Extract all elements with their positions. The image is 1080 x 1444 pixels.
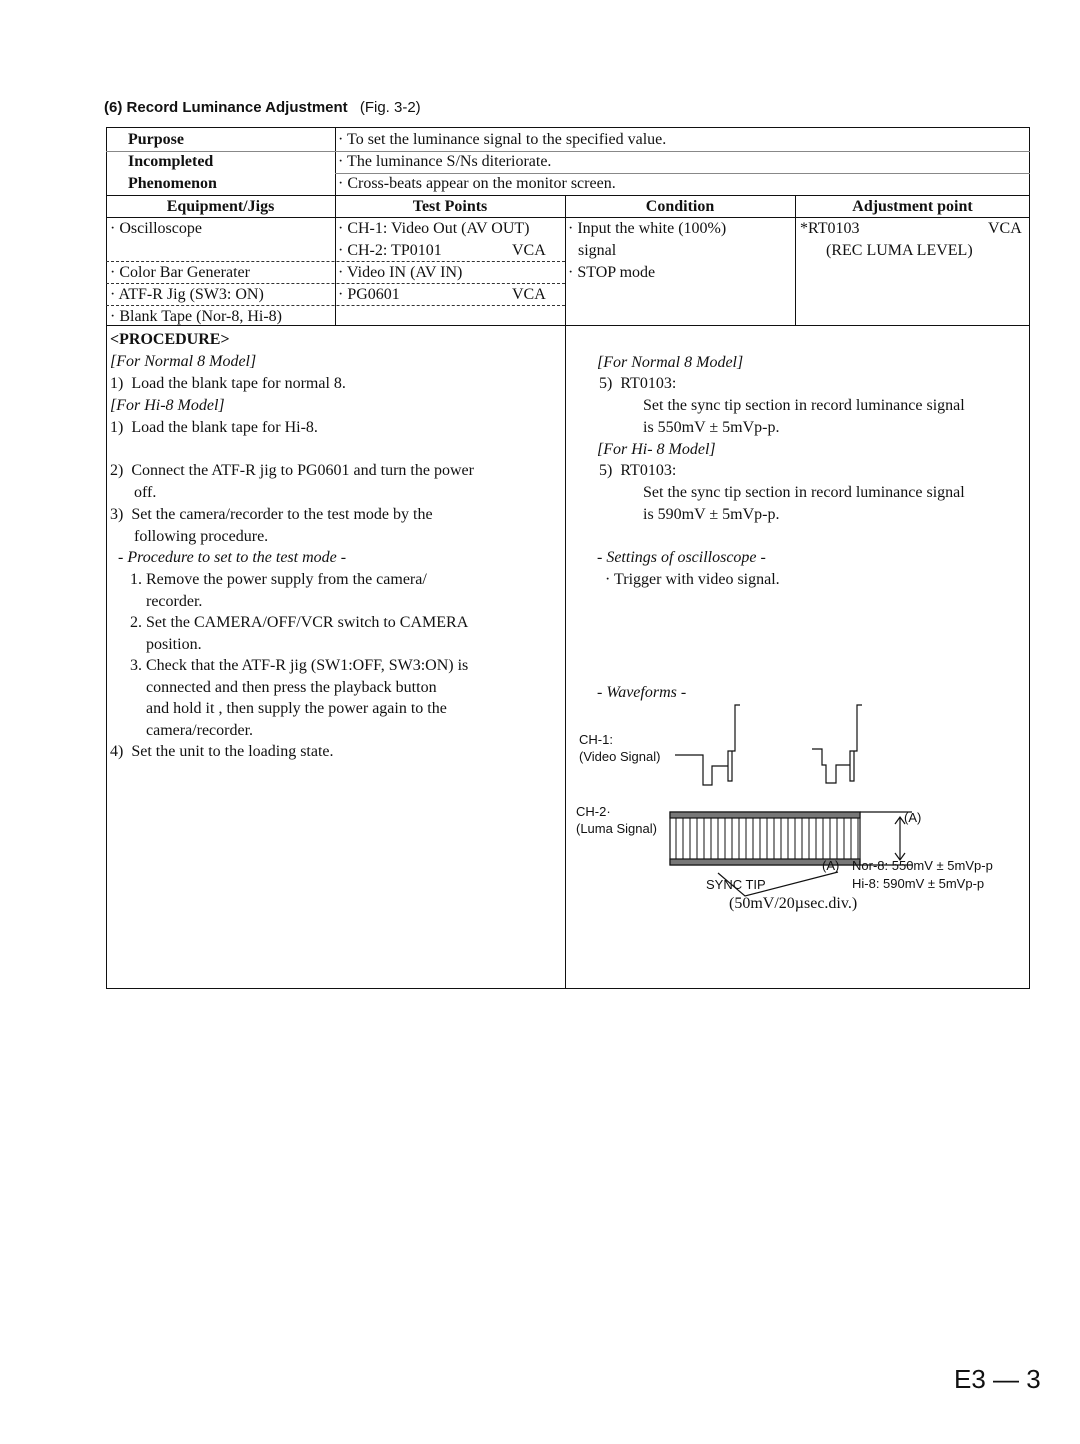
test-point-tag: VCA xyxy=(512,242,546,259)
procedure-line: 4) Set the unit to the loading state. xyxy=(110,743,334,760)
header-test-points: Test Points xyxy=(412,198,488,215)
procedure-line: [For Hi- 8 Model] xyxy=(597,441,716,458)
procedure-line: off. xyxy=(110,484,157,501)
procedure-line: 1) Load the blank tape for Hi-8. xyxy=(110,419,318,436)
section-title: Record Luminance Adjustment xyxy=(126,99,348,116)
procedure-line: is 550mV ± 5mVp-p. xyxy=(643,419,780,436)
test-point: · Video IN (AV IN) xyxy=(338,264,463,281)
ch1-waveform xyxy=(675,705,740,785)
procedure-line: recorder. xyxy=(110,593,203,610)
test-point: · CH-2: TP0101 xyxy=(338,242,442,259)
procedure-line: 2. Set the CAMERA/OFF/VCR switch to CAMERA xyxy=(110,614,469,631)
equipment-item: · ATF-R Jig (SW3: ON) xyxy=(110,286,264,303)
ch2-sub: (Luma Signal) xyxy=(576,821,657,836)
ch1-label: CH-1: xyxy=(579,732,613,747)
purpose-label: Purpose xyxy=(128,131,184,148)
procedure-line: following procedure. xyxy=(110,528,269,545)
procedure-line: 2) Connect the ATF-R jig to PG0601 and turn the power xyxy=(110,462,474,479)
procedure-line: · Trigger with video signal. xyxy=(605,571,780,588)
procedure-line: 5) RT0103: xyxy=(599,462,677,479)
equipment-item: · Oscilloscope xyxy=(110,220,202,237)
figure-ref: (Fig. 3-2) xyxy=(359,99,421,116)
procedure-line: 5) RT0103: xyxy=(599,375,677,392)
dashed-divider xyxy=(106,305,565,306)
purpose-text: · To set the luminance signal to the specified value. xyxy=(338,131,667,148)
header-equipment: Equipment/Jigs xyxy=(166,198,275,215)
ch1-sub: (Video Signal) xyxy=(579,749,661,764)
procedure-line: and hold it , then supply the power again to the xyxy=(110,700,447,717)
test-point: · PG0601 xyxy=(338,286,400,303)
procedure-line: camera/recorder. xyxy=(110,722,254,739)
procedure-line: 1) Load the blank tape for normal 8. xyxy=(110,375,346,392)
border xyxy=(335,173,1030,174)
border xyxy=(106,127,107,988)
procedure-line: [For Normal 8 Model] xyxy=(597,354,744,371)
border xyxy=(106,195,1030,196)
spec-nor8: Nor-8: 550mV ± 5mVp-p xyxy=(852,858,993,873)
adjustment-point: *RT0103 xyxy=(800,220,860,237)
procedure-line: - Settings of oscilloscope - xyxy=(597,549,766,566)
header-adjustment-point: Adjustment point xyxy=(852,198,973,215)
incompleted-label: Incompleted xyxy=(128,153,214,170)
section-number: (6) xyxy=(104,99,123,116)
procedure-line: is 590mV ± 5mVp-p. xyxy=(643,506,780,523)
procedure-line: 3. Check that the ATF-R jig (SW1:OFF, SW3:ON) is xyxy=(110,657,469,674)
ch1-waveform-2 xyxy=(812,705,862,783)
spec-a-label: (A) xyxy=(822,858,840,873)
test-point-tag: VCA xyxy=(512,286,546,303)
adjustment-name: (REC LUMA LEVEL) xyxy=(826,242,973,259)
phenomenon-label: Phenomenon xyxy=(128,175,217,192)
test-point: · CH-1: Video Out (AV OUT) xyxy=(338,220,530,237)
procedure-line: 1. Remove the power supply from the camera/ xyxy=(110,571,427,588)
ch2-label: CH-2· xyxy=(576,804,611,819)
border xyxy=(335,127,336,325)
scope-scale: (50mV/20µsec.div.) xyxy=(729,895,858,912)
condition-item: signal xyxy=(578,242,617,259)
procedure-line: - Waveforms - xyxy=(597,684,687,701)
border xyxy=(106,127,1030,128)
adjustment-tag: VCA xyxy=(988,220,1022,237)
procedure-line: [For Hi-8 Model] xyxy=(110,397,225,414)
page-number: E3 — 3 xyxy=(954,1364,1041,1394)
header-condition: Condition xyxy=(645,198,715,215)
border xyxy=(106,988,1030,989)
procedure-line: [For Normal 8 Model] xyxy=(110,353,257,370)
procedure-line: - Procedure to set to the test mode - xyxy=(110,549,347,566)
border xyxy=(106,217,1030,218)
procedure-heading: <PROCEDURE> xyxy=(110,331,230,348)
spec-hi8: Hi-8: 590mV ± 5mVp-p xyxy=(852,876,985,891)
equipment-item: · Blank Tape (Nor-8, Hi-8) xyxy=(110,308,282,325)
a-label: (A) xyxy=(904,810,922,825)
procedure-line: 3) Set the camera/recorder to the test mode by the xyxy=(110,506,433,523)
phenomenon-text: · Cross-beats appear on the monitor screen. xyxy=(338,175,616,192)
dashed-divider xyxy=(106,261,565,262)
condition-item: · STOP mode xyxy=(568,264,656,281)
equipment-item: · Color Bar Generater xyxy=(110,264,250,281)
procedure-line: Set the sync tip section in record luminance signal xyxy=(643,397,965,414)
border xyxy=(106,151,1030,152)
procedure-line: connected and then press the playback button xyxy=(110,679,437,696)
condition-item: · Input the white (100%) xyxy=(568,220,727,237)
dashed-divider xyxy=(106,283,565,284)
procedure-line: Set the sync tip section in record luminance signal xyxy=(643,484,965,501)
sync-tip-label: SYNC TIP xyxy=(706,877,766,892)
section-heading xyxy=(104,99,421,117)
procedure-line: position. xyxy=(110,636,202,653)
phenomenon-text: · The luminance S/Ns diteriorate. xyxy=(338,153,552,170)
